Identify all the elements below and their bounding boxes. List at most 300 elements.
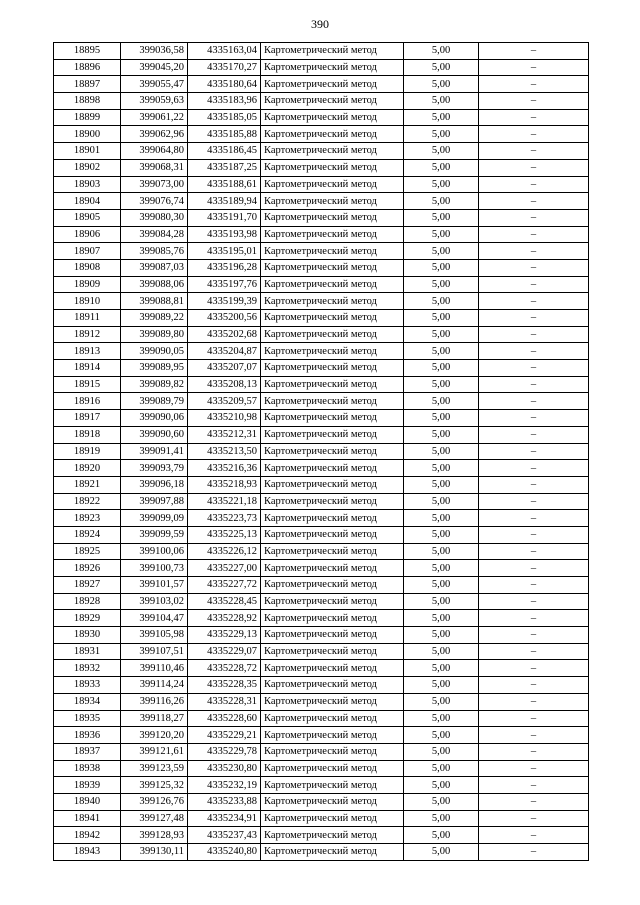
y-coordinate-cell: 4335230,80: [188, 760, 261, 777]
x-coordinate-cell: 399064,80: [121, 143, 188, 160]
precision-cell: 5,00: [404, 43, 479, 60]
method-cell: Картометрический метод: [261, 593, 404, 610]
point-number-cell: 18927: [54, 577, 121, 594]
x-coordinate-cell: 399100,06: [121, 543, 188, 560]
precision-cell: 5,00: [404, 159, 479, 176]
precision-cell: 5,00: [404, 643, 479, 660]
point-number-cell: 18931: [54, 643, 121, 660]
method-cell: Картометрический метод: [261, 193, 404, 210]
x-coordinate-cell: 399123,59: [121, 760, 188, 777]
point-number-cell: 18926: [54, 560, 121, 577]
table-row: [54, 410, 589, 427]
y-coordinate-cell: 4335197,76: [188, 276, 261, 293]
description-cell: –: [479, 560, 589, 577]
method-cell: Картометрический метод: [261, 660, 404, 677]
x-coordinate-cell: 399126,76: [121, 793, 188, 810]
table-row: [54, 577, 589, 594]
precision-cell: 5,00: [404, 793, 479, 810]
precision-cell: 5,00: [404, 93, 479, 110]
method-cell: Картометрический метод: [261, 476, 404, 493]
method-cell: Картометрический метод: [261, 393, 404, 410]
method-cell: Картометрический метод: [261, 360, 404, 377]
method-cell: Картометрический метод: [261, 59, 404, 76]
y-coordinate-cell: 4335209,57: [188, 393, 261, 410]
y-coordinate-cell: 4335229,21: [188, 727, 261, 744]
precision-cell: 5,00: [404, 143, 479, 160]
table-row: [54, 259, 589, 276]
precision-cell: 5,00: [404, 209, 479, 226]
y-coordinate-cell: 4335226,12: [188, 543, 261, 560]
description-cell: –: [479, 376, 589, 393]
point-number-cell: 18903: [54, 176, 121, 193]
y-coordinate-cell: 4335229,78: [188, 743, 261, 760]
x-coordinate-cell: 399110,46: [121, 660, 188, 677]
precision-cell: 5,00: [404, 76, 479, 93]
description-cell: –: [479, 577, 589, 594]
y-coordinate-cell: 4335218,93: [188, 476, 261, 493]
precision-cell: 5,00: [404, 193, 479, 210]
y-coordinate-cell: 4335227,00: [188, 560, 261, 577]
description-cell: –: [479, 627, 589, 644]
x-coordinate-cell: 399073,00: [121, 176, 188, 193]
y-coordinate-cell: 4335193,98: [188, 226, 261, 243]
x-coordinate-cell: 399087,03: [121, 259, 188, 276]
x-coordinate-cell: 399091,41: [121, 443, 188, 460]
y-coordinate-cell: 4335191,70: [188, 209, 261, 226]
description-cell: –: [479, 360, 589, 377]
description-cell: –: [479, 460, 589, 477]
table-row: [54, 526, 589, 543]
precision-cell: 5,00: [404, 126, 479, 143]
y-coordinate-cell: 4335188,61: [188, 176, 261, 193]
description-cell: –: [479, 209, 589, 226]
table-row: [54, 426, 589, 443]
table-row: [54, 677, 589, 694]
y-coordinate-cell: 4335187,25: [188, 159, 261, 176]
method-cell: Картометрический метод: [261, 460, 404, 477]
y-coordinate-cell: 4335216,36: [188, 460, 261, 477]
point-number-cell: 18940: [54, 793, 121, 810]
x-coordinate-cell: 399118,27: [121, 710, 188, 727]
table-row: [54, 143, 589, 160]
method-cell: Картометрический метод: [261, 610, 404, 627]
x-coordinate-cell: 399080,30: [121, 209, 188, 226]
y-coordinate-cell: 4335225,13: [188, 526, 261, 543]
description-cell: –: [479, 109, 589, 126]
precision-cell: 5,00: [404, 326, 479, 343]
table-row: [54, 176, 589, 193]
description-cell: –: [479, 543, 589, 560]
y-coordinate-cell: 4335199,39: [188, 293, 261, 310]
table-row: [54, 510, 589, 527]
precision-cell: 5,00: [404, 460, 479, 477]
method-cell: Картометрический метод: [261, 777, 404, 794]
method-cell: Картометрический метод: [261, 126, 404, 143]
precision-cell: 5,00: [404, 343, 479, 360]
description-cell: –: [479, 176, 589, 193]
x-coordinate-cell: 399107,51: [121, 643, 188, 660]
method-cell: Картометрический метод: [261, 276, 404, 293]
method-cell: Картометрический метод: [261, 76, 404, 93]
point-number-cell: 18934: [54, 693, 121, 710]
x-coordinate-cell: 399088,06: [121, 276, 188, 293]
y-coordinate-cell: 4335213,50: [188, 443, 261, 460]
precision-cell: 5,00: [404, 393, 479, 410]
table-row: [54, 627, 589, 644]
table-row: [54, 643, 589, 660]
table-row: [54, 760, 589, 777]
point-number-cell: 18941: [54, 810, 121, 827]
table-row: [54, 710, 589, 727]
x-coordinate-cell: 399128,93: [121, 827, 188, 844]
y-coordinate-cell: 4335233,88: [188, 793, 261, 810]
table-row: [54, 243, 589, 260]
method-cell: Картометрический метод: [261, 627, 404, 644]
y-coordinate-cell: 4335228,35: [188, 677, 261, 694]
description-cell: –: [479, 810, 589, 827]
precision-cell: 5,00: [404, 376, 479, 393]
x-coordinate-cell: 399130,11: [121, 844, 188, 861]
y-coordinate-cell: 4335221,18: [188, 493, 261, 510]
table-row: [54, 276, 589, 293]
point-number-cell: 18919: [54, 443, 121, 460]
y-coordinate-cell: 4335185,88: [188, 126, 261, 143]
table-row: [54, 109, 589, 126]
x-coordinate-cell: 399099,09: [121, 510, 188, 527]
precision-cell: 5,00: [404, 693, 479, 710]
table-row: [54, 493, 589, 510]
table-row: [54, 76, 589, 93]
table-row: [54, 827, 589, 844]
point-number-cell: 18914: [54, 360, 121, 377]
table-row: [54, 360, 589, 377]
x-coordinate-cell: 399100,73: [121, 560, 188, 577]
method-cell: Картометрический метод: [261, 793, 404, 810]
table-row: [54, 543, 589, 560]
description-cell: –: [479, 293, 589, 310]
x-coordinate-cell: 399090,06: [121, 410, 188, 427]
description-cell: –: [479, 526, 589, 543]
table-row: [54, 43, 589, 60]
description-cell: –: [479, 76, 589, 93]
precision-cell: 5,00: [404, 226, 479, 243]
y-coordinate-cell: 4335223,73: [188, 510, 261, 527]
method-cell: Картометрический метод: [261, 226, 404, 243]
method-cell: Картометрический метод: [261, 410, 404, 427]
x-coordinate-cell: 399089,82: [121, 376, 188, 393]
description-cell: –: [479, 193, 589, 210]
x-coordinate-cell: 399097,88: [121, 493, 188, 510]
table-row: [54, 343, 589, 360]
description-cell: –: [479, 677, 589, 694]
precision-cell: 5,00: [404, 243, 479, 260]
method-cell: Картометрический метод: [261, 677, 404, 694]
description-cell: –: [479, 343, 589, 360]
table-row: [54, 293, 589, 310]
method-cell: Картометрический метод: [261, 143, 404, 160]
description-cell: –: [479, 710, 589, 727]
y-coordinate-cell: 4335228,60: [188, 710, 261, 727]
precision-cell: 5,00: [404, 610, 479, 627]
precision-cell: 5,00: [404, 844, 479, 861]
point-number-cell: 18942: [54, 827, 121, 844]
description-cell: –: [479, 393, 589, 410]
table-row: [54, 193, 589, 210]
x-coordinate-cell: 399062,96: [121, 126, 188, 143]
method-cell: Картометрический метод: [261, 760, 404, 777]
method-cell: Картометрический метод: [261, 526, 404, 543]
method-cell: Картометрический метод: [261, 710, 404, 727]
y-coordinate-cell: 4335228,72: [188, 660, 261, 677]
x-coordinate-cell: 399088,81: [121, 293, 188, 310]
description-cell: –: [479, 493, 589, 510]
description-cell: –: [479, 426, 589, 443]
point-number-cell: 18905: [54, 209, 121, 226]
x-coordinate-cell: 399093,79: [121, 460, 188, 477]
method-cell: Картометрический метод: [261, 426, 404, 443]
table-row: [54, 743, 589, 760]
method-cell: Картометрический метод: [261, 743, 404, 760]
point-number-cell: 18936: [54, 727, 121, 744]
description-cell: –: [479, 59, 589, 76]
precision-cell: 5,00: [404, 743, 479, 760]
table-row: [54, 393, 589, 410]
y-coordinate-cell: 4335210,98: [188, 410, 261, 427]
method-cell: Картометрический метод: [261, 643, 404, 660]
table-row: [54, 326, 589, 343]
description-cell: –: [479, 43, 589, 60]
description-cell: –: [479, 226, 589, 243]
point-number-cell: 18925: [54, 543, 121, 560]
x-coordinate-cell: 399059,63: [121, 93, 188, 110]
method-cell: Картометрический метод: [261, 577, 404, 594]
point-number-cell: 18930: [54, 627, 121, 644]
precision-cell: 5,00: [404, 627, 479, 644]
point-number-cell: 18902: [54, 159, 121, 176]
y-coordinate-cell: 4335195,01: [188, 243, 261, 260]
method-cell: Картометрический метод: [261, 827, 404, 844]
y-coordinate-cell: 4335237,43: [188, 827, 261, 844]
table-row: [54, 310, 589, 327]
precision-cell: 5,00: [404, 493, 479, 510]
precision-cell: 5,00: [404, 810, 479, 827]
precision-cell: 5,00: [404, 426, 479, 443]
coordinates-table: [53, 42, 589, 861]
precision-cell: 5,00: [404, 677, 479, 694]
table-row: [54, 693, 589, 710]
precision-cell: 5,00: [404, 310, 479, 327]
table-body: [54, 43, 589, 861]
x-coordinate-cell: 399068,31: [121, 159, 188, 176]
description-cell: –: [479, 159, 589, 176]
description-cell: –: [479, 743, 589, 760]
method-cell: Картометрический метод: [261, 543, 404, 560]
method-cell: Картометрический метод: [261, 310, 404, 327]
description-cell: –: [479, 143, 589, 160]
table-row: [54, 93, 589, 110]
point-number-cell: 18922: [54, 493, 121, 510]
x-coordinate-cell: 399076,74: [121, 193, 188, 210]
x-coordinate-cell: 399089,95: [121, 360, 188, 377]
x-coordinate-cell: 399090,05: [121, 343, 188, 360]
point-number-cell: 18920: [54, 460, 121, 477]
table-row: [54, 226, 589, 243]
method-cell: Картометрический метод: [261, 293, 404, 310]
description-cell: –: [479, 593, 589, 610]
description-cell: –: [479, 410, 589, 427]
method-cell: Картометрический метод: [261, 159, 404, 176]
description-cell: –: [479, 727, 589, 744]
method-cell: Картометрический метод: [261, 510, 404, 527]
x-coordinate-cell: 399125,32: [121, 777, 188, 794]
method-cell: Картометрический метод: [261, 43, 404, 60]
point-number-cell: 18904: [54, 193, 121, 210]
y-coordinate-cell: 4335229,13: [188, 627, 261, 644]
precision-cell: 5,00: [404, 526, 479, 543]
point-number-cell: 18900: [54, 126, 121, 143]
method-cell: Картометрический метод: [261, 493, 404, 510]
x-coordinate-cell: 399116,26: [121, 693, 188, 710]
x-coordinate-cell: 399101,57: [121, 577, 188, 594]
page-number: 390: [311, 17, 329, 31]
description-cell: –: [479, 476, 589, 493]
description-cell: –: [479, 643, 589, 660]
y-coordinate-cell: 4335228,92: [188, 610, 261, 627]
precision-cell: 5,00: [404, 109, 479, 126]
method-cell: Картометрический метод: [261, 326, 404, 343]
y-coordinate-cell: 4335227,72: [188, 577, 261, 594]
description-cell: –: [479, 827, 589, 844]
y-coordinate-cell: 4335196,28: [188, 259, 261, 276]
table-row: [54, 727, 589, 744]
point-number-cell: 18933: [54, 677, 121, 694]
x-coordinate-cell: 399085,76: [121, 243, 188, 260]
point-number-cell: 18907: [54, 243, 121, 260]
description-cell: –: [479, 259, 589, 276]
point-number-cell: 18901: [54, 143, 121, 160]
table-row: [54, 777, 589, 794]
y-coordinate-cell: 4335189,94: [188, 193, 261, 210]
description-cell: –: [479, 760, 589, 777]
x-coordinate-cell: 399103,02: [121, 593, 188, 610]
method-cell: Картометрический метод: [261, 259, 404, 276]
precision-cell: 5,00: [404, 660, 479, 677]
y-coordinate-cell: 4335232,19: [188, 777, 261, 794]
precision-cell: 5,00: [404, 510, 479, 527]
point-number-cell: 18915: [54, 376, 121, 393]
x-coordinate-cell: 399089,22: [121, 310, 188, 327]
x-coordinate-cell: 399061,22: [121, 109, 188, 126]
point-number-cell: 18895: [54, 43, 121, 60]
point-number-cell: 18897: [54, 76, 121, 93]
description-cell: –: [479, 443, 589, 460]
point-number-cell: 18928: [54, 593, 121, 610]
x-coordinate-cell: 399121,61: [121, 743, 188, 760]
point-number-cell: 18929: [54, 610, 121, 627]
x-coordinate-cell: 399114,24: [121, 677, 188, 694]
precision-cell: 5,00: [404, 827, 479, 844]
method-cell: Картометрический метод: [261, 243, 404, 260]
method-cell: Картометрический метод: [261, 109, 404, 126]
table-row: [54, 793, 589, 810]
point-number-cell: 18924: [54, 526, 121, 543]
point-number-cell: 18899: [54, 109, 121, 126]
method-cell: Картометрический метод: [261, 376, 404, 393]
x-coordinate-cell: 399096,18: [121, 476, 188, 493]
precision-cell: 5,00: [404, 577, 479, 594]
table-row: [54, 844, 589, 861]
description-cell: –: [479, 660, 589, 677]
precision-cell: 5,00: [404, 710, 479, 727]
point-number-cell: 18910: [54, 293, 121, 310]
point-number-cell: 18939: [54, 777, 121, 794]
method-cell: Картометрический метод: [261, 176, 404, 193]
description-cell: –: [479, 510, 589, 527]
x-coordinate-cell: 399105,98: [121, 627, 188, 644]
precision-cell: 5,00: [404, 59, 479, 76]
y-coordinate-cell: 4335240,80: [188, 844, 261, 861]
y-coordinate-cell: 4335208,13: [188, 376, 261, 393]
y-coordinate-cell: 4335202,68: [188, 326, 261, 343]
point-number-cell: 18918: [54, 426, 121, 443]
method-cell: Картометрический метод: [261, 810, 404, 827]
precision-cell: 5,00: [404, 293, 479, 310]
x-coordinate-cell: 399036,58: [121, 43, 188, 60]
precision-cell: 5,00: [404, 760, 479, 777]
x-coordinate-cell: 399104,47: [121, 610, 188, 627]
precision-cell: 5,00: [404, 176, 479, 193]
precision-cell: 5,00: [404, 777, 479, 794]
point-number-cell: 18938: [54, 760, 121, 777]
x-coordinate-cell: 399089,80: [121, 326, 188, 343]
method-cell: Картометрический метод: [261, 443, 404, 460]
precision-cell: 5,00: [404, 560, 479, 577]
method-cell: Картометрический метод: [261, 560, 404, 577]
description-cell: –: [479, 310, 589, 327]
x-coordinate-cell: 399090,60: [121, 426, 188, 443]
description-cell: –: [479, 126, 589, 143]
y-coordinate-cell: 4335163,04: [188, 43, 261, 60]
point-number-cell: 18896: [54, 59, 121, 76]
method-cell: Картометрический метод: [261, 727, 404, 744]
table-row: [54, 159, 589, 176]
method-cell: Картометрический метод: [261, 693, 404, 710]
y-coordinate-cell: 4335229,07: [188, 643, 261, 660]
description-cell: –: [479, 276, 589, 293]
method-cell: Картометрический метод: [261, 343, 404, 360]
description-cell: –: [479, 693, 589, 710]
table-row: [54, 209, 589, 226]
description-cell: –: [479, 777, 589, 794]
point-number-cell: 18943: [54, 844, 121, 861]
point-number-cell: 18923: [54, 510, 121, 527]
y-coordinate-cell: 4335234,91: [188, 810, 261, 827]
y-coordinate-cell: 4335170,27: [188, 59, 261, 76]
precision-cell: 5,00: [404, 410, 479, 427]
table-row: [54, 443, 589, 460]
point-number-cell: 18913: [54, 343, 121, 360]
point-number-cell: 18935: [54, 710, 121, 727]
method-cell: Картометрический метод: [261, 209, 404, 226]
y-coordinate-cell: 4335204,87: [188, 343, 261, 360]
precision-cell: 5,00: [404, 360, 479, 377]
y-coordinate-cell: 4335180,64: [188, 76, 261, 93]
precision-cell: 5,00: [404, 276, 479, 293]
table-row: [54, 810, 589, 827]
x-coordinate-cell: 399084,28: [121, 226, 188, 243]
x-coordinate-cell: 399099,59: [121, 526, 188, 543]
x-coordinate-cell: 399045,20: [121, 59, 188, 76]
